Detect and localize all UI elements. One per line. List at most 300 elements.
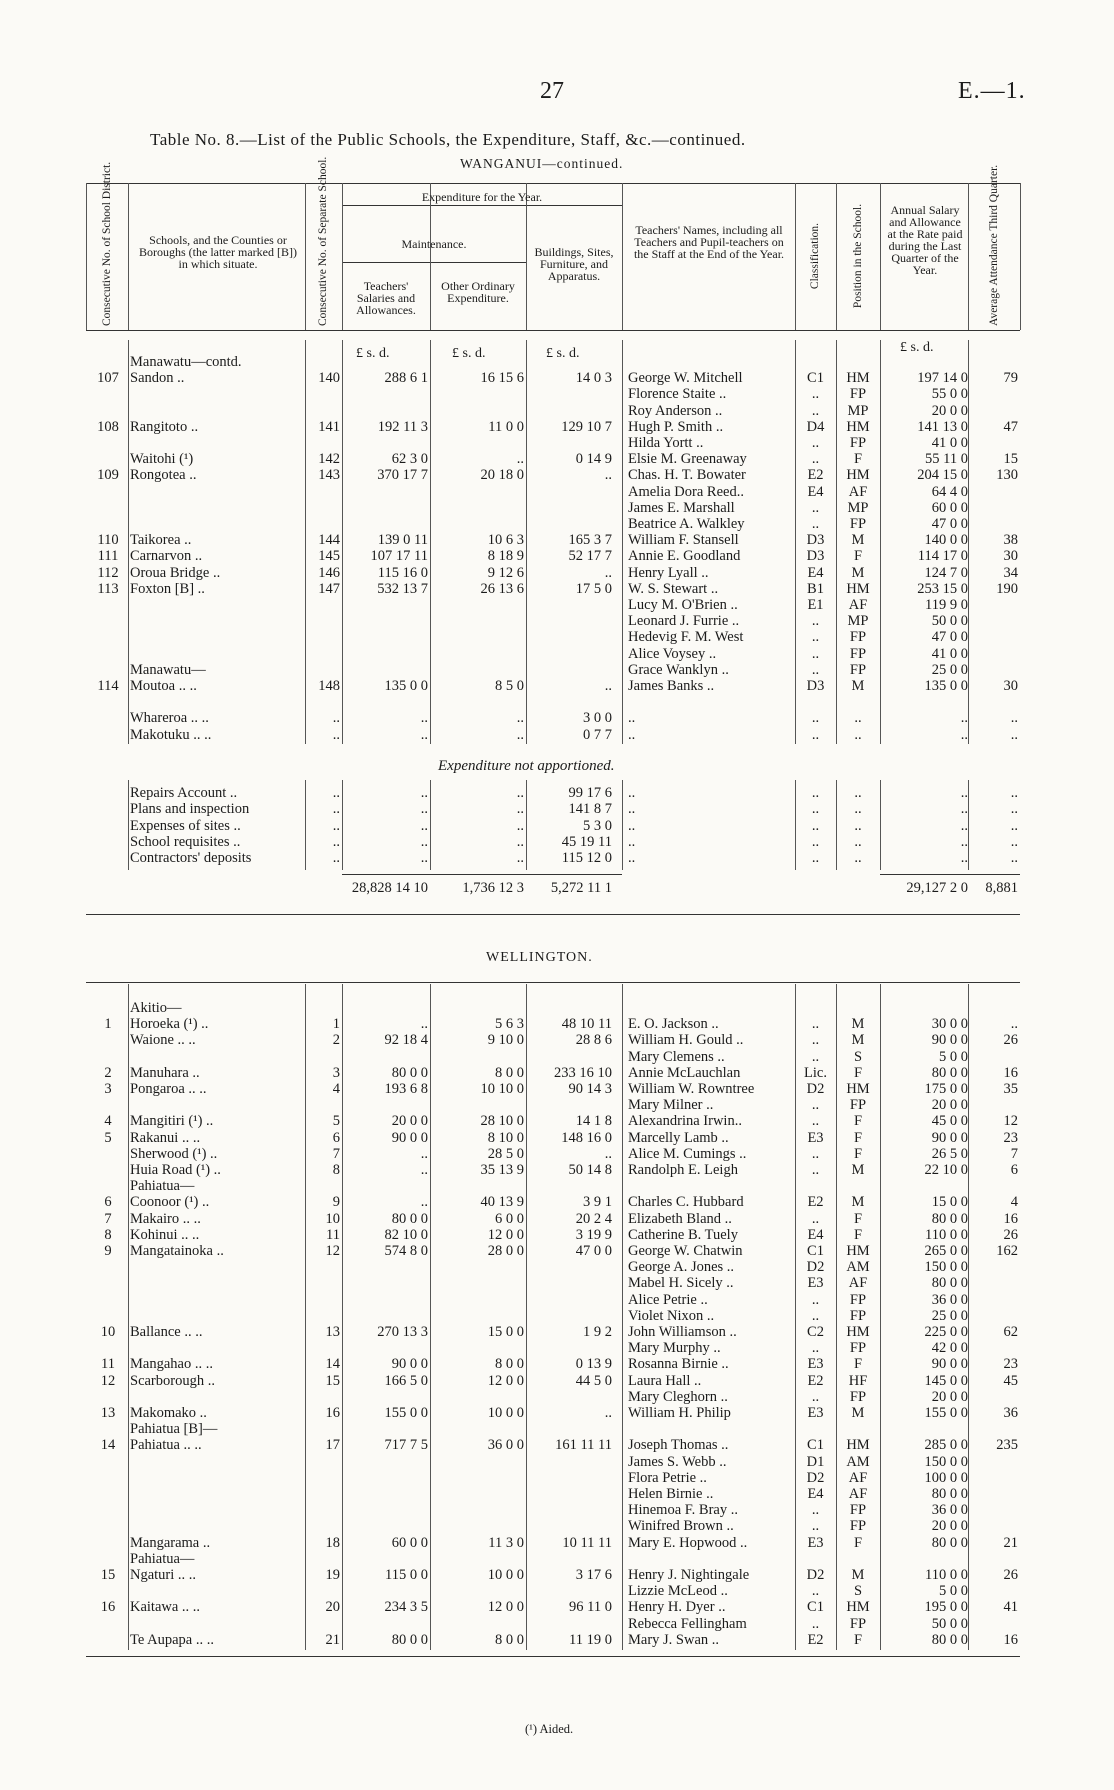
teacher-name: Mary Cleghorn .. [628, 1388, 728, 1405]
header-separate: Consecutive No. of Separate School. [317, 156, 329, 326]
header-bottom-rule [86, 330, 1020, 331]
salaries-amount: 574 8 0 [384, 1243, 428, 1259]
other-expenditure-amount: 15 0 0 [487, 1324, 524, 1340]
position: FP [849, 661, 867, 678]
annual-salary: 90 0 0 [931, 1356, 968, 1373]
column-rule [128, 183, 129, 330]
other-expenditure-amount: .. [516, 726, 524, 743]
classification: D2 [806, 1081, 825, 1097]
teacher-name: Lizzie McLeod .. [628, 1583, 728, 1600]
separate-school-number: 4 [332, 1081, 340, 1097]
teacher-name: Helen Birnie .. [628, 1486, 714, 1502]
position: FP [849, 1502, 867, 1519]
buildings-amount: 161 11 11 [555, 1437, 612, 1454]
classification: E2 [807, 1194, 824, 1211]
position: HM [846, 370, 870, 387]
annual-salary: 80 0 0 [931, 1064, 968, 1081]
annual-salary: 20 0 0 [931, 1518, 968, 1535]
district-number: 6 [104, 1194, 112, 1211]
average-attendance: 7 [1010, 1145, 1018, 1162]
other-expenditure-amount: 12 0 0 [487, 1599, 524, 1616]
separate-school-number: .. [332, 850, 340, 867]
separate-school-number: 10 [325, 1210, 340, 1227]
school-name: Oroua Bridge .. [130, 564, 221, 581]
column-rule [342, 780, 343, 870]
district-number: 109 [97, 467, 119, 484]
classification: .. [811, 1615, 820, 1632]
district-number: 10 [100, 1324, 116, 1340]
position: HM [846, 1437, 870, 1454]
column-rule [836, 780, 837, 870]
teacher-name: .. [628, 710, 636, 727]
header-attendance: Average Attendance Third Quarter. [988, 164, 1000, 326]
other-expenditure-amount: .. [516, 817, 524, 834]
school-name: Kohinui .. .. [130, 1226, 200, 1243]
classification: .. [811, 1097, 820, 1114]
position: FP [849, 435, 867, 451]
column-rule [526, 780, 527, 870]
separate-school-number: 140 [318, 370, 340, 387]
district-number: 107 [97, 370, 119, 387]
annual-salary: 80 0 0 [931, 1534, 968, 1551]
separate-school-number: 13 [325, 1324, 340, 1340]
position: M [851, 1032, 865, 1049]
school-name: Kaitawa .. .. [130, 1599, 201, 1616]
separate-school-number: 143 [318, 467, 340, 484]
teacher-name: Alice M. Cumings .. [628, 1145, 747, 1162]
buildings-amount: .. [604, 678, 612, 694]
school-name: Sherwood (¹) .. [130, 1145, 218, 1162]
column-rule [430, 780, 431, 870]
other-expenditure-amount: 8 0 0 [495, 1631, 524, 1648]
separate-school-number: 11 [326, 1226, 340, 1243]
teacher-name: William F. Stansell [628, 532, 739, 549]
separate-school-number: 8 [332, 1162, 340, 1178]
separate-school-number: 15 [325, 1372, 340, 1389]
column-rule [795, 340, 796, 744]
average-attendance: .. [1010, 817, 1018, 834]
teacher-name: .. [628, 801, 636, 818]
school-name: Foxton [B] .. [130, 580, 205, 597]
salaries-amount: 90 0 0 [391, 1356, 428, 1373]
header-salaries: Teachers' Salaries and Allowances. [356, 279, 416, 317]
teacher-name: Mary Clemens .. [628, 1048, 725, 1065]
district-number: 3 [104, 1081, 112, 1097]
position: FP [849, 1307, 867, 1324]
column-rule [836, 183, 837, 330]
position: FP [849, 516, 867, 532]
column-rule [622, 183, 623, 330]
teacher-name: .. [628, 785, 636, 801]
teacher-name: .. [628, 817, 636, 834]
school-name: Makomako .. [130, 1405, 207, 1421]
teacher-name: Flora Petrie .. [628, 1469, 707, 1486]
position: F [853, 1064, 863, 1081]
annual-salary: 175 0 0 [924, 1081, 968, 1097]
teacher-name: Leonard J. Furrie .. [628, 613, 740, 630]
buildings-amount: 0 14 9 [575, 451, 612, 468]
header-teachers: Teachers' Names, including all Teachers and Pupil-teachers on the Staff at the End of the Year. [633, 223, 785, 261]
other-expenditure-amount: 20 18 0 [480, 467, 524, 484]
position: M [851, 678, 865, 694]
average-attendance: 23 [1003, 1356, 1018, 1373]
separate-school-number: 19 [325, 1567, 340, 1583]
teacher-name: Hugh P. Smith .. [628, 418, 724, 435]
position: M [851, 1567, 865, 1583]
position: M [851, 564, 865, 581]
separate-school-number: .. [332, 817, 340, 834]
teacher-name: .. [628, 850, 636, 867]
teacher-name: Randolph E. Leigh [628, 1162, 738, 1178]
header-classification: Classification. [809, 222, 821, 290]
average-attendance: 6 [1010, 1162, 1018, 1178]
other-expenditure-amount: 10 6 3 [487, 532, 524, 549]
column-rule [342, 340, 343, 744]
average-attendance: .. [1010, 1016, 1018, 1033]
position: F [853, 1631, 863, 1648]
salaries-amount: 60 0 0 [391, 1534, 428, 1551]
buildings-amount: 99 17 6 [568, 785, 612, 801]
classification: .. [811, 1583, 820, 1600]
units-annual: £ s. d. [900, 340, 934, 355]
teacher-name: Henry J. Nightingale [628, 1567, 750, 1583]
average-attendance: 41 [1003, 1599, 1018, 1616]
teacher-name: Joseph Thomas .. [628, 1437, 729, 1454]
salaries-amount: .. [420, 726, 428, 743]
average-attendance: .. [1010, 850, 1018, 867]
salaries-amount: 717 7 5 [384, 1437, 428, 1454]
column-rule [128, 780, 129, 870]
column-rule [526, 340, 527, 744]
school-name: Whareroa .. .. [130, 710, 209, 727]
annual-salary: 25 0 0 [931, 1307, 968, 1324]
annual-salary: 26 5 0 [931, 1145, 968, 1162]
other-expenditure-amount: 8 10 0 [487, 1129, 524, 1146]
separate-school-number: .. [332, 833, 340, 850]
teacher-name: George W. Chatwin [628, 1243, 743, 1259]
annual-salary: 5 0 0 [939, 1583, 968, 1600]
district-number: 2 [104, 1064, 112, 1081]
average-attendance: 16 [1003, 1210, 1018, 1227]
classification: .. [811, 1388, 820, 1405]
teacher-name: E. O. Jackson .. [628, 1016, 719, 1033]
header-annual: Annual Salary and Allowance at the Rate paid during the Last Quarter of the Year. [887, 203, 963, 277]
classification: D3 [806, 678, 825, 694]
buildings-amount: 45 19 11 [561, 833, 612, 850]
school-name: Expenses of sites .. [130, 817, 241, 834]
other-expenditure-amount: 8 0 0 [495, 1356, 524, 1373]
teacher-name: Rosanna Birnie .. [628, 1356, 729, 1373]
district-number: 8 [104, 1226, 112, 1243]
totals-top-rule [342, 874, 622, 875]
annual-salary: 45 0 0 [931, 1113, 968, 1130]
separate-school-number: 3 [332, 1064, 340, 1081]
position: HF [848, 1372, 868, 1389]
annual-salary: 36 0 0 [931, 1291, 968, 1308]
other-expenditure-amount: 8 5 0 [495, 678, 524, 694]
position: .. [854, 833, 862, 850]
teacher-name: Chas. H. T. Bowater [628, 467, 746, 484]
separate-school-number: 17 [325, 1437, 340, 1454]
salaries-amount: 82 10 0 [384, 1226, 428, 1243]
salaries-amount: 135 0 0 [384, 678, 428, 694]
teacher-name: Mabel H. Sicely .. [628, 1275, 734, 1292]
annual-salary: .. [960, 710, 968, 727]
teacher-name: Laura Hall .. [628, 1372, 702, 1389]
district-number: 4 [104, 1113, 112, 1130]
column-rule [880, 183, 881, 330]
classification: .. [811, 402, 820, 419]
column-rule [968, 984, 969, 1650]
classification: .. [811, 613, 820, 630]
position: FP [849, 1097, 867, 1114]
salaries-amount: 115 0 0 [385, 1567, 428, 1583]
position: AF [848, 1486, 868, 1502]
units-other: £ s. d. [452, 346, 486, 361]
section-wanganui: WANGANUI—continued. [460, 156, 624, 171]
average-attendance: 36 [1003, 1405, 1018, 1421]
district-number: 1 [104, 1016, 112, 1033]
annual-salary: .. [960, 726, 968, 743]
other-expenditure-amount: 11 0 0 [488, 418, 524, 435]
district-number: 7 [104, 1210, 112, 1227]
classification: .. [811, 661, 820, 678]
teacher-name: Henry Lyall .. [628, 564, 709, 581]
school-name: Pahiatua— [130, 1178, 195, 1195]
school-name: Ballance .. .. [130, 1324, 203, 1340]
classification: .. [811, 850, 820, 867]
buildings-amount: .. [604, 1405, 612, 1421]
column-rule [622, 984, 623, 1650]
teacher-name: Catherine B. Tuely [628, 1226, 738, 1243]
separate-school-number: 141 [318, 418, 340, 435]
salaries-amount: 115 16 0 [377, 564, 428, 581]
annual-salary: .. [960, 785, 968, 801]
school-name: Akitio— [130, 1000, 182, 1016]
teacher-name: George W. Mitchell [628, 370, 743, 387]
position: FP [849, 1340, 867, 1357]
teacher-name: George A. Jones .. [628, 1259, 735, 1276]
school-name: Mangahao .. .. [130, 1356, 213, 1373]
other-expenditure-amount: .. [516, 833, 524, 850]
district-number: 11 [101, 1356, 115, 1373]
salaries-amount: 90 0 0 [391, 1129, 428, 1146]
buildings-amount: 20 2 4 [575, 1210, 612, 1227]
classification: .. [811, 1032, 820, 1049]
classification: .. [811, 1113, 820, 1130]
total-other-expenditure-amount: 1,736 12 3 [462, 880, 524, 896]
separate-school-number: 20 [325, 1599, 340, 1616]
school-name: Repairs Account .. [130, 785, 238, 801]
classification: Lic. [804, 1064, 827, 1081]
position: M [851, 1016, 865, 1033]
other-expenditure-amount: 10 0 0 [487, 1567, 524, 1583]
position: F [853, 1534, 863, 1551]
annual-salary: 114 17 0 [917, 548, 968, 565]
annual-salary: 80 0 0 [931, 1486, 968, 1502]
teacher-name: Hedevig F. M. West [628, 629, 744, 646]
district-number: 108 [97, 418, 119, 435]
classification: .. [811, 1145, 820, 1162]
annual-salary: 60 0 0 [931, 499, 968, 516]
classification: C1 [807, 370, 824, 387]
classification: .. [811, 710, 820, 727]
classification: .. [811, 645, 820, 662]
teacher-name: Hinemoa F. Bray .. [628, 1502, 738, 1519]
school-name: Rangitoto .. [130, 418, 199, 435]
teacher-name: Violet Nixon .. [628, 1307, 715, 1324]
header-other: Other Ordinary Expenditure. [441, 279, 515, 305]
column-rule [430, 984, 431, 1650]
buildings-amount: 47 0 0 [575, 1243, 612, 1259]
buildings-amount: 0 13 9 [575, 1356, 612, 1373]
average-attendance: 34 [1003, 564, 1018, 581]
school-name: Waitohi (¹) [130, 451, 194, 468]
header-maintenance: Maintenance. [401, 237, 467, 251]
classification: .. [811, 451, 820, 468]
footnote: (¹) Aided. [525, 1722, 574, 1736]
position: F [853, 451, 863, 468]
header-buildings: Buildings, Sites, Furniture, and Apparatus. [534, 245, 614, 283]
average-attendance: .. [1010, 833, 1018, 850]
school-name: Coonoor (¹) .. [130, 1194, 210, 1211]
header-position: Position in the School. [852, 203, 864, 309]
other-expenditure-amount: 16 15 6 [480, 370, 524, 387]
school-name: Pongaroa .. .. [130, 1081, 207, 1097]
school-name: Ngaturi .. .. [130, 1567, 197, 1583]
salaries-amount: .. [420, 1016, 428, 1033]
classification: .. [811, 1307, 820, 1324]
other-expenditure-amount: 8 0 0 [495, 1064, 524, 1081]
column-rule [430, 340, 431, 744]
teacher-name: Mary Murphy .. [628, 1340, 721, 1357]
teacher-name: Beatrice A. Walkley [628, 516, 745, 532]
salaries-amount: 288 6 1 [384, 370, 428, 387]
annual-salary: .. [960, 833, 968, 850]
school-name: Rongotea .. [130, 467, 197, 484]
column-rule [305, 984, 306, 1650]
classification: E4 [807, 1226, 824, 1243]
position: AF [848, 1469, 868, 1486]
classification: .. [811, 1291, 820, 1308]
school-name: Manawatu—contd. [130, 354, 242, 370]
average-attendance: 26 [1003, 1032, 1018, 1049]
position: .. [854, 726, 862, 743]
school-name: Plans and inspection [130, 801, 250, 818]
other-expenditure-amount: 5 6 3 [495, 1016, 524, 1033]
classification: .. [811, 435, 820, 451]
classification: D3 [806, 532, 825, 549]
average-attendance: 35 [1003, 1081, 1018, 1097]
district-number: 5 [104, 1129, 112, 1146]
district-number: 110 [97, 532, 119, 549]
school-name: Pahiatua— [130, 1550, 195, 1567]
teacher-name: James E. Marshall [628, 499, 735, 516]
buildings-amount: 17 5 0 [575, 580, 612, 597]
separate-school-number: 7 [332, 1145, 340, 1162]
school-name: Mangitiri (¹) .. [130, 1113, 214, 1130]
teacher-name: Annie E. Goodland [628, 548, 741, 565]
annual-salary: 36 0 0 [931, 1502, 968, 1519]
buildings-amount: 148 16 0 [561, 1129, 612, 1146]
separate-school-number: 12 [325, 1243, 340, 1259]
annual-salary: 90 0 0 [931, 1129, 968, 1146]
buildings-amount: 141 8 7 [568, 801, 612, 818]
position: .. [854, 710, 862, 727]
average-attendance: .. [1010, 785, 1018, 801]
classification: E2 [807, 1631, 824, 1648]
buildings-amount: 129 10 7 [561, 418, 612, 435]
position: F [853, 1145, 863, 1162]
column-rule [86, 183, 87, 330]
annual-salary: 5 0 0 [939, 1048, 968, 1065]
teacher-name: William W. Rowntree [628, 1081, 755, 1097]
school-name: Mangatainoka .. [130, 1243, 224, 1259]
buildings-amount: 10 11 11 [562, 1534, 612, 1551]
total-annual-salary: 29,127 2 0 [906, 880, 968, 896]
district-number: 9 [104, 1243, 112, 1259]
position: S [853, 1048, 863, 1065]
position: FP [849, 1388, 867, 1405]
position: AF [848, 483, 868, 500]
header-schools: Schools, and the Counties or Boroughs (the latter marked [B]) in which situate. [139, 233, 297, 271]
salaries-amount: .. [420, 850, 428, 867]
average-attendance: 47 [1003, 418, 1018, 435]
annual-salary: 110 0 0 [925, 1226, 968, 1243]
buildings-amount: 52 17 7 [568, 548, 612, 565]
wellington-top-rule [86, 982, 1020, 983]
buildings-amount: 3 17 6 [575, 1567, 612, 1583]
annual-salary: 141 13 0 [917, 418, 968, 435]
annual-salary: 225 0 0 [924, 1324, 968, 1340]
school-name: Taikorea .. [130, 532, 192, 549]
teacher-name: William H. Philip [628, 1405, 731, 1421]
column-rule [795, 780, 796, 870]
teacher-name: .. [628, 726, 636, 743]
school-name: Carnarvon .. [130, 548, 203, 565]
salaries-amount: .. [420, 1162, 428, 1178]
classification: D2 [806, 1259, 825, 1276]
classification: C2 [807, 1324, 824, 1340]
salaries-amount: .. [420, 1145, 428, 1162]
position: HM [846, 1243, 870, 1259]
other-expenditure-amount: 10 0 0 [487, 1405, 524, 1421]
teacher-name: James S. Webb .. [628, 1453, 727, 1470]
classification: E2 [807, 1372, 824, 1389]
buildings-amount: 50 14 8 [568, 1162, 612, 1178]
salaries-amount: .. [420, 710, 428, 727]
other-expenditure-amount: 28 0 0 [487, 1243, 524, 1259]
salaries-amount: .. [420, 833, 428, 850]
column-rule [795, 183, 796, 330]
position: .. [854, 785, 862, 801]
average-attendance: .. [1010, 710, 1018, 727]
teacher-name: Alice Petrie .. [628, 1291, 708, 1308]
other-expenditure-amount: .. [516, 801, 524, 818]
teacher-name: Elsie M. Greenaway [628, 451, 747, 468]
salaries-amount: 20 0 0 [391, 1113, 428, 1130]
average-attendance: 45 [1003, 1372, 1018, 1389]
position: AF [848, 1275, 868, 1292]
classification: .. [811, 1518, 820, 1535]
annual-salary: 80 0 0 [931, 1210, 968, 1227]
buildings-amount: 5 3 0 [583, 817, 612, 834]
position: F [853, 1129, 863, 1146]
district-number: 111 [97, 548, 119, 565]
separate-school-number: 18 [325, 1534, 340, 1551]
column-rule [880, 984, 881, 1650]
salaries-amount: 192 11 3 [377, 418, 428, 435]
